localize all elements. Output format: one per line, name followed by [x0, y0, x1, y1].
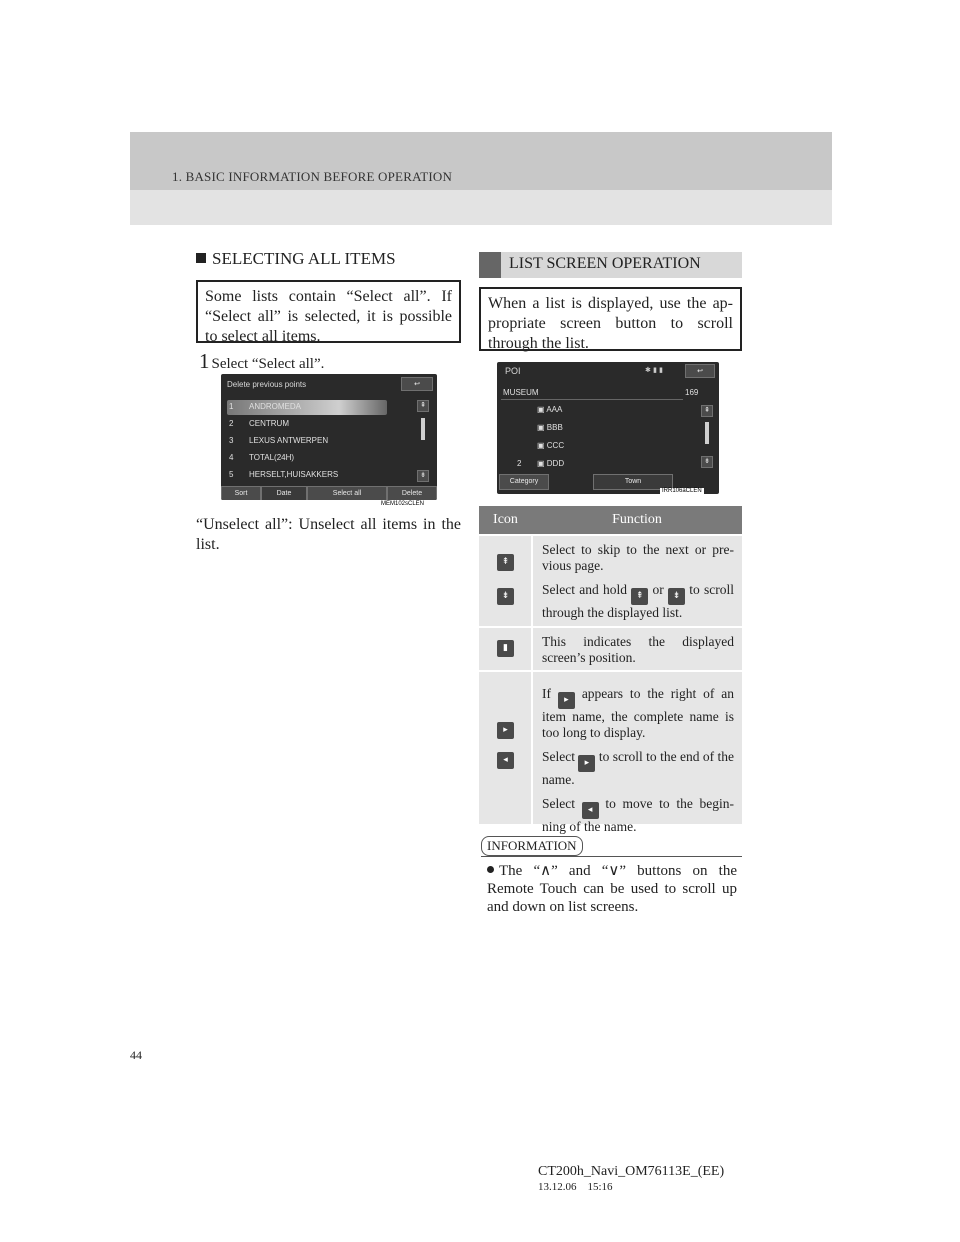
list-item[interactable]: 2 CENTRUM — [229, 419, 289, 428]
table-header — [479, 506, 742, 534]
name-start-icon: ◂ — [582, 802, 599, 819]
back-button[interactable] — [685, 364, 715, 378]
page-up-button[interactable]: ⇞ — [701, 405, 713, 417]
step-1 — [199, 349, 324, 374]
list-item[interactable]: ▣ CCC — [537, 441, 565, 450]
unselect-all-note: “Unselect all”: Unselect all items in the list. — [196, 516, 461, 553]
scroll-name-icon: ▸ — [497, 722, 514, 739]
scroll-position-bar — [421, 418, 425, 440]
screen1-caption: MEM102sCLEN — [381, 501, 425, 507]
document-code: CT200h_Navi_OM76113E_(EE) — [538, 1164, 725, 1179]
name-start-icon: ◂ — [497, 752, 514, 769]
information-rule — [481, 856, 742, 857]
icon-function-table — [479, 506, 742, 834]
list-item[interactable]: 4 TOTAL(24H) — [229, 453, 295, 462]
document-date: 13.12.06 15:16 — [538, 1181, 613, 1193]
list-item[interactable]: 5 HERSELT,HUISAKKERS — [229, 470, 339, 479]
date-button[interactable]: Date — [261, 486, 307, 500]
select-all-note: Some lists contain “Select all”. If “Select all” is selected, it is possible to select all items. — [196, 280, 461, 343]
poi-screenshot — [497, 362, 719, 494]
icon-cell — [479, 672, 533, 824]
function-text: Select to skip to the next or pre- vious page. — [542, 542, 734, 573]
function-cell — [533, 672, 742, 843]
back-button[interactable] — [401, 377, 433, 391]
section-heading-text: SELECTING ALL ITEMS — [212, 249, 396, 268]
page-down-button[interactable]: ⇟ — [701, 456, 713, 468]
sort-button[interactable]: Sort — [221, 486, 261, 500]
function-cell — [533, 536, 742, 629]
list-item[interactable]: 2 ▣ DDD — [517, 459, 565, 468]
square-bullet-icon — [196, 253, 206, 263]
icon-column-header: Icon — [493, 512, 518, 527]
poi-icon: ▣ — [537, 423, 547, 432]
screen2-title: POI — [505, 366, 521, 376]
town-button[interactable]: Town — [593, 474, 673, 490]
information-text: The “∧” and “∨” buttons on the Remote Touch can be used to scroll up and down on list screens. — [487, 863, 737, 915]
function-cell: This indicates the displayed screen’s position. — [542, 634, 734, 665]
list-screen-heading — [479, 252, 742, 278]
poi-icon: ▣ — [537, 441, 547, 450]
page-down-icon: ⇟ — [668, 588, 685, 605]
result-count: 169 — [685, 388, 699, 397]
status-icons: ✱ ▮ ▮ — [645, 366, 664, 374]
bullet-icon — [487, 866, 494, 873]
chapter-title: 1. BASIC INFORMATION BEFORE OPERATION — [172, 169, 453, 184]
back-arrow-icon: ↩ — [414, 381, 420, 388]
step-number: 1 — [199, 349, 210, 373]
page-up-button[interactable]: ⇞ — [417, 400, 429, 412]
step-text: Select “Select all”. — [211, 356, 325, 372]
category-button[interactable]: Category — [499, 474, 549, 490]
page-number: 44 — [130, 1048, 142, 1062]
list-item[interactable]: 1 ANDROMEDA — [229, 402, 302, 411]
list-item[interactable]: 3 LEXUS ANTWERPEN — [229, 436, 329, 445]
poi-icon: ▣ — [537, 459, 547, 468]
list-item[interactable]: ▣ AAA — [537, 405, 563, 414]
function-text: Select and hold ⇞ or ⇟ to scroll through the displayed list. — [542, 582, 734, 620]
heading-marker — [479, 252, 501, 278]
list-screen-note: When a list is displayed, use the ap- propriate screen button to scroll through the list. — [479, 287, 742, 351]
function-text: Select ◂ to move to the begin- ning of the name. — [542, 796, 734, 834]
table-row — [479, 626, 742, 670]
section-heading — [196, 249, 396, 269]
page-down-icon: ⇟ — [497, 588, 514, 605]
page-up-icon: ⇞ — [497, 554, 514, 571]
poi-icon: ▣ — [537, 405, 547, 414]
delete-button[interactable]: Delete — [387, 486, 437, 500]
page-up-icon: ⇞ — [631, 588, 648, 605]
screen1-title: Delete previous points — [227, 380, 307, 389]
select-all-button[interactable]: Select all — [307, 486, 387, 500]
table-row — [479, 534, 742, 626]
scroll-name-icon: ▸ — [578, 755, 595, 772]
list-item[interactable]: ▣ BBB — [537, 423, 563, 432]
divider — [501, 399, 683, 400]
scroll-position-bar — [705, 422, 709, 444]
function-text: If ▸ appears to the right of an item name, the complete name is too long to display. — [542, 686, 735, 740]
information-label: INFORMATION — [481, 836, 583, 856]
page-down-button[interactable]: ⇟ — [417, 470, 429, 482]
scroll-name-icon: ▸ — [558, 692, 575, 709]
scroll-bar-icon: ▮ — [497, 640, 514, 657]
back-arrow-icon: ↩ — [697, 368, 703, 375]
delete-points-screenshot — [221, 374, 437, 500]
list-screen-heading-text: LIST SCREEN OPERATION — [509, 255, 701, 272]
function-column-header: Function — [612, 512, 662, 527]
icon-cell — [479, 628, 533, 670]
icon-cell — [479, 536, 533, 626]
table-row — [479, 670, 742, 834]
screen2-caption: IRR106aCLEN — [662, 488, 702, 494]
category-label: MUSEUM — [503, 388, 539, 397]
function-text: Select ▸ to scroll to the end of the name. — [542, 749, 735, 787]
